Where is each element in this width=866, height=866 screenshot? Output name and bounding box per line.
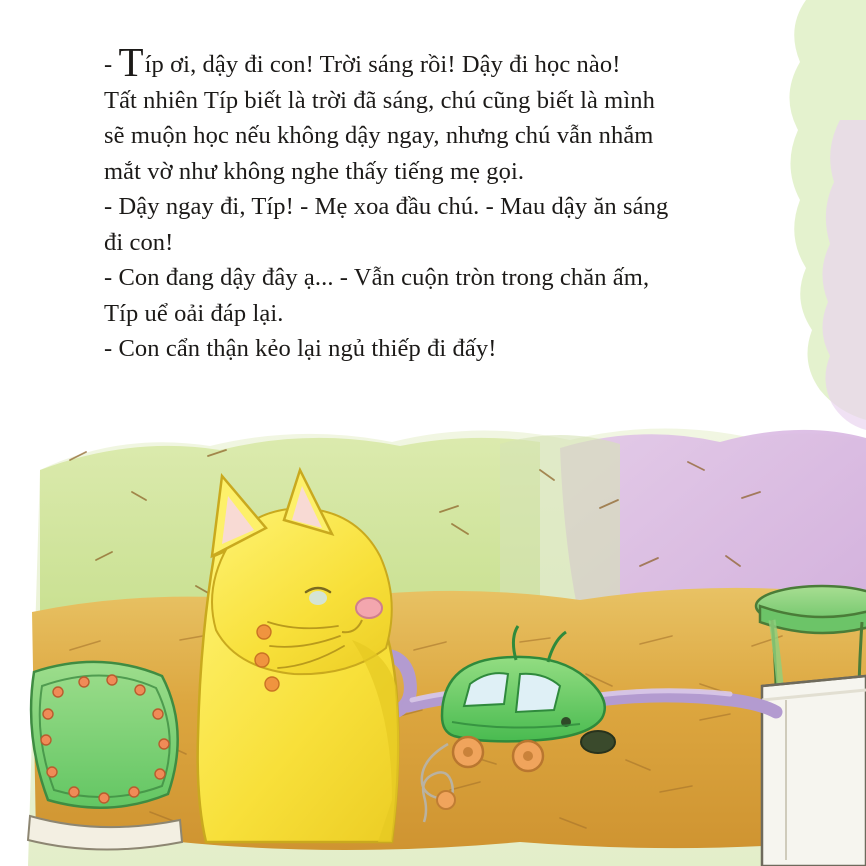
text-line: đi con! xyxy=(104,228,174,256)
text-line xyxy=(104,39,764,85)
purple-rope-highlight xyxy=(347,662,730,700)
text-line: - Dậy ngay đi, Típ! - Mẹ xoa đầu chú. - Mau dậy ăn sáng xyxy=(104,193,669,220)
text-line: - Con cẩn thận kẻo lại ngủ thiếp đi đấy! xyxy=(104,335,497,362)
pull-string xyxy=(422,744,455,822)
text-line: mắt vờ như không nghe thấy tiếng mẹ gọi. xyxy=(104,157,525,185)
illustration-panel xyxy=(28,428,866,866)
body-text xyxy=(104,39,764,367)
green-toy-car xyxy=(442,626,615,771)
green-stool xyxy=(756,586,866,786)
text-line: - Con đang dậy đây ạ... - Vẫn cuộn tròn trong chăn ấm, xyxy=(104,264,650,291)
green-blanket xyxy=(28,662,182,850)
text-line: sẽ muộn học nếu không dậy ngay, nhưng chú vẫn nhắm xyxy=(104,122,654,149)
line-prefix: - xyxy=(104,51,119,78)
text-line: Típ uể oải đáp lại. xyxy=(104,299,284,327)
line-rest: íp ơi, dậy đi con! Trời sáng rồi! Dậy đi học nào! xyxy=(144,51,621,78)
white-box xyxy=(762,676,866,866)
straw-floor xyxy=(32,450,866,850)
cat xyxy=(198,470,400,842)
text-line: Tất nhiên Típ biết là trời đã sáng, chú cũng biết là mình xyxy=(104,86,655,114)
drop-cap: T xyxy=(118,39,144,85)
watercolor-wash-top-right xyxy=(789,0,866,430)
purple-rope xyxy=(339,654,776,716)
